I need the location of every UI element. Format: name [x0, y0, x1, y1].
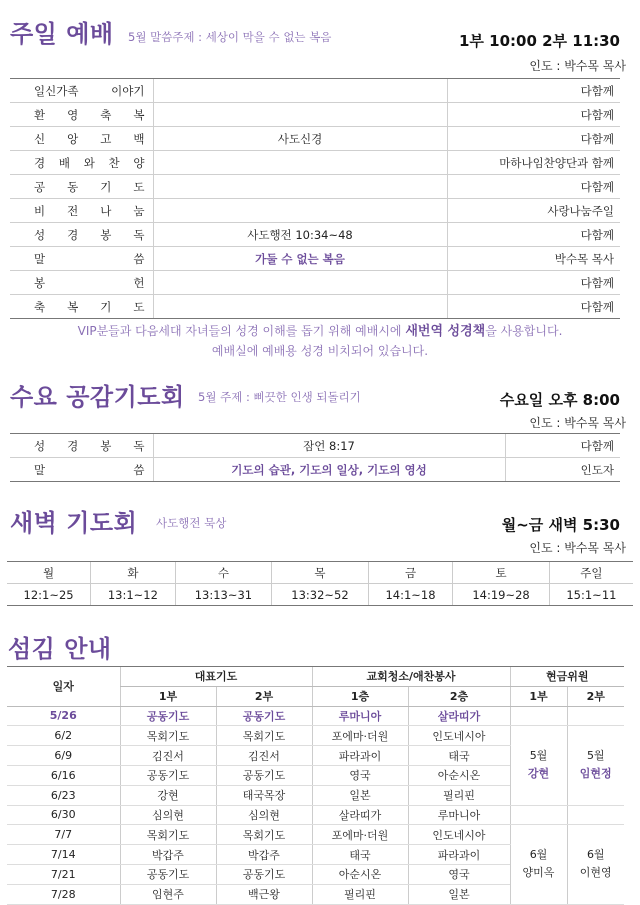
duty-floor-2: 영국 — [408, 864, 510, 884]
duty-date: 7/28 — [7, 884, 120, 904]
order-label: 경 배 와 찬 양 — [10, 151, 153, 175]
table-row — [7, 706, 624, 726]
order-label: 말 씀 — [10, 458, 153, 482]
dawn-time: 월~금 새벽 5:30 — [501, 516, 620, 534]
order-detail: 사도행전 10:34~48 — [153, 223, 447, 247]
header-floor2: 2층 — [408, 686, 510, 706]
weekday-passage: 12:1~25 — [7, 584, 91, 606]
duty-prayer-1: 공동기도 — [120, 765, 216, 785]
duty-prayer-1: 강현 — [120, 785, 216, 805]
order-row — [10, 79, 620, 103]
order-leader: 박수목 목사 — [447, 247, 620, 271]
duty-date: 6/9 — [7, 746, 120, 766]
header-prayer-part1: 1부 — [120, 686, 216, 706]
order-leader: 다함께 — [447, 175, 620, 199]
order-leader: 다함께 — [447, 79, 620, 103]
duty-date: 7/21 — [7, 864, 120, 884]
weekday-label: 목 — [272, 562, 369, 584]
weekday-passage: 13:1~12 — [91, 584, 175, 606]
duty-prayer-2: 공동기도 — [216, 864, 312, 884]
header-cash: 현금위원 — [510, 667, 624, 687]
duty-date: 5/26 — [7, 706, 120, 726]
table-row — [7, 805, 624, 825]
weekday-passage: 13:13~31 — [175, 584, 272, 606]
duty-floor-2: 루마니아 — [408, 805, 510, 825]
cash-committee-jun-1 — [510, 825, 567, 904]
duty-floor-1: 영국 — [312, 765, 408, 785]
order-detail: 기도의 습관, 기도의 일상, 기도의 영성 — [153, 458, 505, 482]
cash-empty — [510, 805, 567, 825]
header-prayer-part2: 2부 — [216, 686, 312, 706]
duty-prayer-1: 김진서 — [120, 746, 216, 766]
order-row — [10, 151, 620, 175]
cash-person: 강현 — [527, 767, 550, 781]
duty-floor-1: 태국 — [312, 845, 408, 865]
order-row — [10, 247, 620, 271]
duty-prayer-1: 목회기도 — [120, 825, 216, 845]
duty-date: 6/2 — [7, 726, 120, 746]
order-leader: 다함께 — [447, 295, 620, 319]
bible-note — [0, 322, 640, 341]
weekday-passage: 14:19~28 — [453, 584, 550, 606]
duty-floor-2: 태국 — [408, 746, 510, 766]
sunday-title: 주일 예배 — [10, 20, 114, 48]
duty-floor-1: 포에마·더원 — [312, 825, 408, 845]
header-cash-part1: 1부 — [510, 686, 567, 706]
duty-date: 7/7 — [7, 825, 120, 845]
order-detail — [153, 103, 447, 127]
wednesday-time: 수요일 오후 8:00 — [499, 391, 620, 409]
duty-floor-2: 인도네시아 — [408, 825, 510, 845]
weekday-label: 토 — [453, 562, 550, 584]
cash-empty — [567, 706, 624, 726]
order-label: 공 동 기 도 — [10, 175, 153, 199]
table-row — [7, 825, 624, 845]
weekday-passage: 13:32~52 — [272, 584, 369, 606]
order-row — [10, 458, 620, 482]
duty-prayer-2: 백근왕 — [216, 884, 312, 904]
sunday-time: 1부 10:00 2부 11:30 — [458, 32, 620, 50]
header-date: 일자 — [7, 667, 120, 707]
order-detail — [153, 79, 447, 103]
dawn-subtitle: 사도행전 묵상 — [156, 516, 227, 530]
order-detail — [153, 295, 447, 319]
sunday-leader: 인도 : 박수목 목사 — [529, 59, 626, 73]
cash-month: 6월 — [586, 848, 605, 862]
weekday-passage: 14:1~18 — [368, 584, 452, 606]
table-row — [7, 726, 624, 746]
duty-floor-1: 포에마·더원 — [312, 726, 408, 746]
duty-floor-1: 아순시온 — [312, 864, 408, 884]
cash-committee-may-2 — [567, 726, 624, 805]
order-leader: 인도자 — [505, 458, 620, 482]
duty-prayer-2: 목회기도 — [216, 825, 312, 845]
order-row — [10, 223, 620, 247]
duty-date: 7/14 — [7, 845, 120, 865]
wednesday-title: 수요 공감기도회 — [10, 383, 185, 411]
header-cash-part2: 2부 — [567, 686, 624, 706]
duty-prayer-1: 임현주 — [120, 884, 216, 904]
duty-floor-1: 루마니아 — [312, 706, 408, 726]
cash-month: 5월 — [586, 749, 605, 763]
header-prayer: 대표기도 — [120, 667, 312, 687]
header-cleaning: 교회청소/애찬봉사 — [312, 667, 510, 687]
wednesday-leader: 인도 : 박수목 목사 — [529, 416, 626, 430]
dawn-title: 새벽 기도회 — [10, 509, 138, 537]
duty-prayer-2: 공동기도 — [216, 765, 312, 785]
order-label: 일신가족 이야기 — [10, 79, 153, 103]
duty-prayer-2: 김진서 — [216, 746, 312, 766]
order-label: 축 복 기 도 — [10, 295, 153, 319]
dawn-week-table — [7, 561, 633, 606]
order-leader: 마하나임찬양단과 함께 — [447, 151, 620, 175]
sunday-order-table — [10, 78, 620, 319]
order-leader: 다함께 — [447, 103, 620, 127]
order-leader: 다함께 — [447, 127, 620, 151]
duty-prayer-1: 목회기도 — [120, 726, 216, 746]
service-table — [7, 666, 624, 905]
order-label: 비 전 나 눔 — [10, 199, 153, 223]
cash-empty — [510, 706, 567, 726]
cash-month: 6월 — [529, 848, 548, 862]
order-row — [10, 127, 620, 151]
duty-floor-1: 필리핀 — [312, 884, 408, 904]
bible-note-end: 을 사용합니다. — [485, 324, 563, 338]
order-leader: 다함께 — [447, 271, 620, 295]
order-label: 성 경 봉 독 — [10, 434, 153, 458]
weekday-label: 수 — [175, 562, 272, 584]
duty-prayer-2: 목회기도 — [216, 726, 312, 746]
weekday-label: 화 — [91, 562, 175, 584]
duty-prayer-1: 공동기도 — [120, 864, 216, 884]
weekday-label: 금 — [368, 562, 452, 584]
order-label: 성 경 봉 독 — [10, 223, 153, 247]
order-detail: 가둘 수 없는 복음 — [153, 247, 447, 271]
order-label: 말 씀 — [10, 247, 153, 271]
duty-prayer-1: 심의현 — [120, 805, 216, 825]
duty-floor-1: 일본 — [312, 785, 408, 805]
bible-note-2: 예배실에 예배용 성경 비치되어 있습니다. — [211, 344, 429, 358]
wednesday-subtitle: 5월 주제 : 삐끗한 인생 되돌리기 — [198, 390, 361, 404]
order-detail — [153, 151, 447, 175]
order-leader: 사랑나눔주일 — [447, 199, 620, 223]
bible-note-bold: 새번역 성경책 — [405, 324, 486, 339]
order-row — [10, 175, 620, 199]
order-label: 신 앙 고 백 — [10, 127, 153, 151]
weekday-label: 월 — [7, 562, 91, 584]
order-detail: 잠언 8:17 — [153, 434, 505, 458]
weekday-passage: 15:1~11 — [549, 584, 633, 606]
duty-prayer-2: 공동기도 — [216, 706, 312, 726]
duty-floor-2: 파라과이 — [408, 845, 510, 865]
duty-date: 6/23 — [7, 785, 120, 805]
cash-committee-may-1 — [510, 726, 567, 805]
cash-person: 이현영 — [579, 866, 612, 880]
order-detail — [153, 199, 447, 223]
duty-floor-2: 일본 — [408, 884, 510, 904]
duty-prayer-2: 심의현 — [216, 805, 312, 825]
header-floor1: 1층 — [312, 686, 408, 706]
bible-note-text: VIP분들과 다음세대 자녀들의 성경 이해를 돕기 위해 예배시에 — [77, 324, 406, 338]
duty-date: 6/30 — [7, 805, 120, 825]
cash-empty — [567, 805, 624, 825]
order-row — [10, 295, 620, 319]
order-label: 환 영 축 복 — [10, 103, 153, 127]
service-title: 섬김 안내 — [8, 635, 112, 663]
duty-prayer-1: 공동기도 — [120, 706, 216, 726]
duty-prayer-2: 태국목장 — [216, 785, 312, 805]
cash-committee-jun-2 — [567, 825, 624, 904]
cash-month: 5월 — [529, 749, 548, 763]
order-row — [10, 199, 620, 223]
order-leader: 다함께 — [447, 223, 620, 247]
order-row — [10, 103, 620, 127]
duty-prayer-1: 박갑주 — [120, 845, 216, 865]
duty-date: 6/16 — [7, 765, 120, 785]
duty-floor-2: 살라띠가 — [408, 706, 510, 726]
weekday-label: 주일 — [549, 562, 633, 584]
order-detail: 사도신경 — [153, 127, 447, 151]
order-row — [10, 434, 620, 458]
sunday-subtitle: 5월 말씀주제 : 세상이 막을 수 없는 복음 — [128, 30, 332, 44]
wednesday-order-table — [10, 433, 620, 482]
cash-person: 임현정 — [579, 767, 612, 781]
order-detail — [153, 175, 447, 199]
order-row — [10, 271, 620, 295]
duty-floor-1: 살라띠가 — [312, 805, 408, 825]
order-label: 봉 헌 — [10, 271, 153, 295]
duty-floor-2: 필리핀 — [408, 785, 510, 805]
duty-floor-2: 아순시온 — [408, 765, 510, 785]
dawn-leader: 인도 : 박수목 목사 — [529, 541, 626, 555]
order-detail — [153, 271, 447, 295]
cash-person: 양미옥 — [522, 866, 555, 880]
order-leader: 다함께 — [505, 434, 620, 458]
duty-floor-2: 인도네시아 — [408, 726, 510, 746]
duty-floor-1: 파라과이 — [312, 746, 408, 766]
duty-prayer-2: 박갑주 — [216, 845, 312, 865]
